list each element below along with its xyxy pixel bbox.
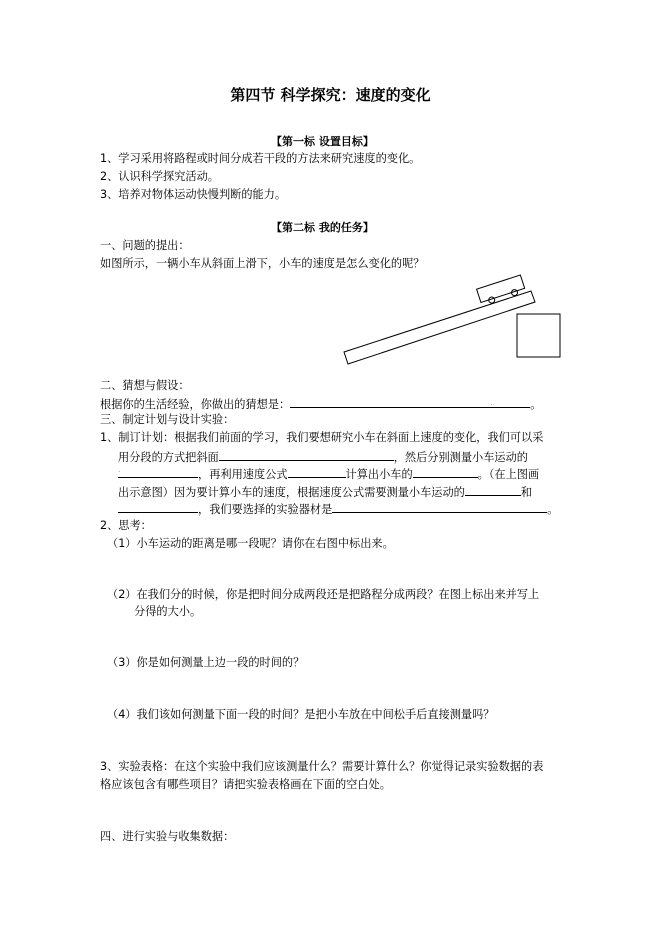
- plan-line-2: [118, 449, 528, 465]
- plan-blank-2[interactable]: [118, 466, 198, 478]
- question-heading: 一、问题的提出：: [100, 239, 190, 252]
- plan-blank-1[interactable]: [219, 449, 394, 461]
- think-question-4: （4）我们该如何测量下面一段的时间？是把小车放在中间松手后直接测量吗？: [107, 708, 495, 721]
- think-question-2b: 分得的大小。: [134, 605, 202, 618]
- cart: [477, 275, 526, 306]
- plan-blank-3[interactable]: [288, 466, 346, 478]
- guess-end: 。: [530, 398, 542, 411]
- guess-heading: 二、猜想与假设：: [100, 379, 190, 392]
- guess-line: [100, 396, 541, 412]
- plan-line-5: [118, 501, 558, 517]
- goal-item-3: 3、培养对物体运动快慢判断的能力。: [100, 188, 287, 201]
- plan-line-4a: 出示意图）因为要计算小车的速度，根据速度公式需要测量小车运动的: [118, 486, 465, 499]
- plan-blank-7[interactable]: [332, 501, 547, 513]
- think-question-2a: （2）在我们分的时候，你是把时间分成两段还是把路程分成两段？在图上标出来并写上: [107, 588, 540, 601]
- question-text: 如图所示，一辆小车从斜面上滑下，小车的速度是怎么变化的呢？: [100, 257, 425, 270]
- plan-heading: 三、制定计划与设计实验：: [100, 413, 235, 426]
- plan-line-4b: 和: [520, 486, 533, 499]
- plan-line-2a: 用分段的方式把斜面: [118, 451, 219, 464]
- plan-line-5a: ，我们要选择的实验器材是: [198, 503, 333, 516]
- plan-blank-5[interactable]: [465, 484, 521, 496]
- table-line-1: 3、实验表格：在这个实验中我们应该测量什么？需要计算什么？你觉得记录实验数据的表: [100, 760, 544, 773]
- incline-plank: [344, 291, 535, 364]
- support-block: [517, 314, 560, 357]
- blank-mark: .: [490, 398, 493, 407]
- plan-blank-4[interactable]: [413, 466, 478, 478]
- cart-body: [477, 275, 525, 303]
- plan-line-4: [118, 484, 532, 500]
- guess-blank[interactable]: [290, 396, 530, 408]
- plan-line-3: [118, 466, 539, 482]
- guess-text: 根据你的生活经验，你做出的猜想是：: [100, 398, 291, 411]
- plan-line-2b: ，然后分别测量小车运动的: [393, 451, 528, 464]
- page-title: 第四节 科学探究：速度的变化: [230, 86, 431, 104]
- goal-item-1: 1、学习采用将路程或时间分成若干段的方法来研究速度的变化。: [100, 152, 421, 165]
- goal-item-2: 2、认识科学探究活动。: [100, 170, 219, 183]
- plan-line-5b: 。: [547, 503, 559, 516]
- blank-mark-2: .: [118, 465, 121, 474]
- plan-blank-6[interactable]: [118, 501, 198, 513]
- think-heading: 2、思考：: [100, 519, 152, 532]
- think-question-1: （1）小车运动的距离是哪一段呢？请你在右图中标出来。: [107, 537, 394, 550]
- data-heading: 四、进行实验与收集数据：: [100, 830, 235, 843]
- section-heading-goals: 【第一标 设置目标】: [271, 135, 374, 148]
- section-heading-tasks: 【第二标 我的任务】: [271, 221, 374, 234]
- plan-line-3c: 。（在上图画: [477, 468, 540, 481]
- plan-line-3b: 计算出小车的: [345, 468, 413, 481]
- think-question-3: （3）你是如何测量上边一段的时间的？: [107, 656, 305, 669]
- table-line-2: 格应该包含有哪些项目？请把实验表格画在下面的空白处。: [100, 778, 391, 791]
- plan-line-1: 1、制订计划：根据我们前面的学习，我们要想研究小车在斜面上速度的变化，我们可以采: [100, 431, 544, 444]
- plan-line-3a: ，再利用速度公式: [198, 468, 288, 481]
